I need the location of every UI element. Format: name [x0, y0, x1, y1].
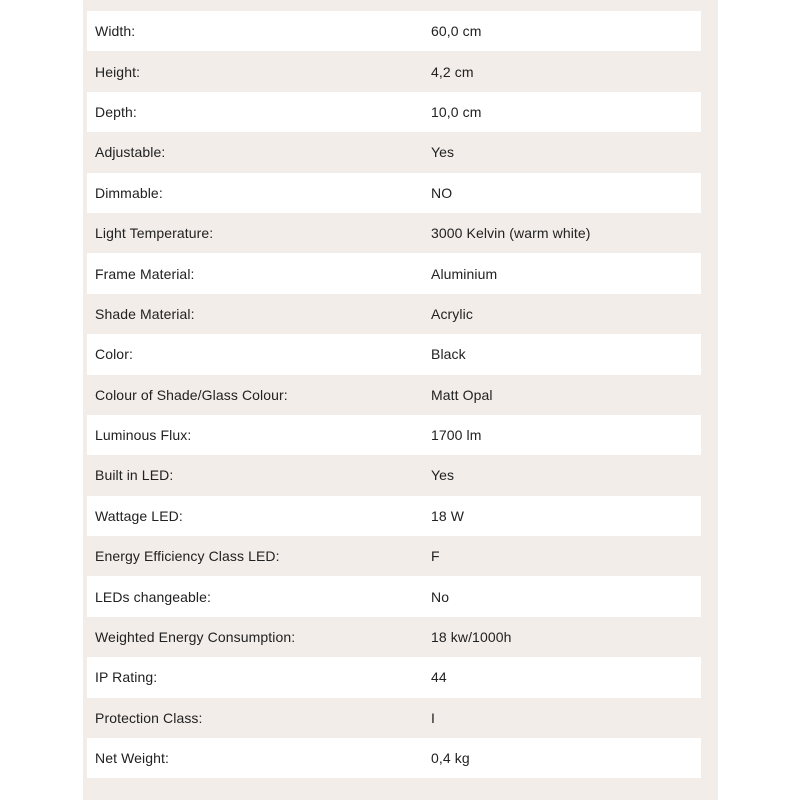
spec-label: Width: — [95, 23, 136, 40]
spec-row — [87, 132, 701, 172]
spec-value: 18 kw/1000h — [431, 629, 512, 646]
spec-row — [87, 455, 701, 495]
spec-row — [87, 375, 701, 415]
spec-table — [87, 11, 701, 778]
spec-label: Color: — [95, 346, 133, 363]
spec-value: 4,2 cm — [431, 63, 474, 80]
spec-label: Colour of Shade/Glass Colour: — [95, 386, 288, 403]
spec-label: IP Rating: — [95, 669, 158, 686]
spec-label: Weighted Energy Consumption: — [95, 629, 296, 646]
spec-label: Light Temperature: — [95, 225, 214, 242]
spec-label: Shade Material: — [95, 305, 195, 322]
spec-label: Net Weight: — [95, 750, 169, 767]
spec-value: 1700 lm — [431, 427, 482, 444]
spec-value: No — [431, 588, 450, 605]
spec-label: Depth: — [95, 103, 137, 120]
spec-row — [87, 51, 701, 91]
spec-row — [87, 698, 701, 738]
spec-row — [87, 657, 701, 697]
spec-row — [87, 496, 701, 536]
spec-label: LEDs changeable: — [95, 588, 212, 605]
spec-row — [87, 253, 701, 293]
spec-value: Aluminium — [431, 265, 498, 282]
spec-row — [87, 294, 701, 334]
spec-row — [87, 536, 701, 576]
spec-row — [87, 11, 701, 51]
spec-row — [87, 415, 701, 455]
spec-value: Yes — [431, 467, 455, 484]
spec-label: Energy Efficiency Class LED: — [95, 548, 280, 565]
spec-value: NO — [431, 184, 453, 201]
spec-label: Height: — [95, 63, 141, 80]
spec-value: 44 — [431, 669, 447, 686]
spec-value: 18 W — [431, 507, 465, 524]
product-spec-panel — [83, 0, 718, 800]
spec-label: Dimmable: — [95, 184, 163, 201]
spec-value: Matt Opal — [431, 386, 493, 403]
spec-label: Adjustable: — [95, 144, 166, 161]
spec-row — [87, 173, 701, 213]
spec-value: Acrylic — [431, 305, 473, 322]
spec-value: 3000 Kelvin (warm white) — [431, 225, 591, 242]
spec-value: 10,0 cm — [431, 103, 482, 120]
spec-value: Yes — [431, 144, 455, 161]
spec-row — [87, 213, 701, 253]
spec-label: Frame Material: — [95, 265, 195, 282]
spec-row — [87, 92, 701, 132]
spec-value: Black — [431, 346, 466, 363]
spec-label: Luminous Flux: — [95, 427, 192, 444]
spec-value: F — [431, 548, 440, 565]
spec-label: Protection Class: — [95, 709, 203, 726]
spec-value: 0,4 kg — [431, 750, 470, 767]
spec-label: Wattage LED: — [95, 507, 183, 524]
spec-value: 60,0 cm — [431, 23, 482, 40]
spec-label: Built in LED: — [95, 467, 174, 484]
spec-value: I — [431, 709, 435, 726]
spec-row — [87, 576, 701, 616]
spec-row — [87, 738, 701, 778]
spec-row — [87, 617, 701, 657]
spec-row — [87, 334, 701, 374]
